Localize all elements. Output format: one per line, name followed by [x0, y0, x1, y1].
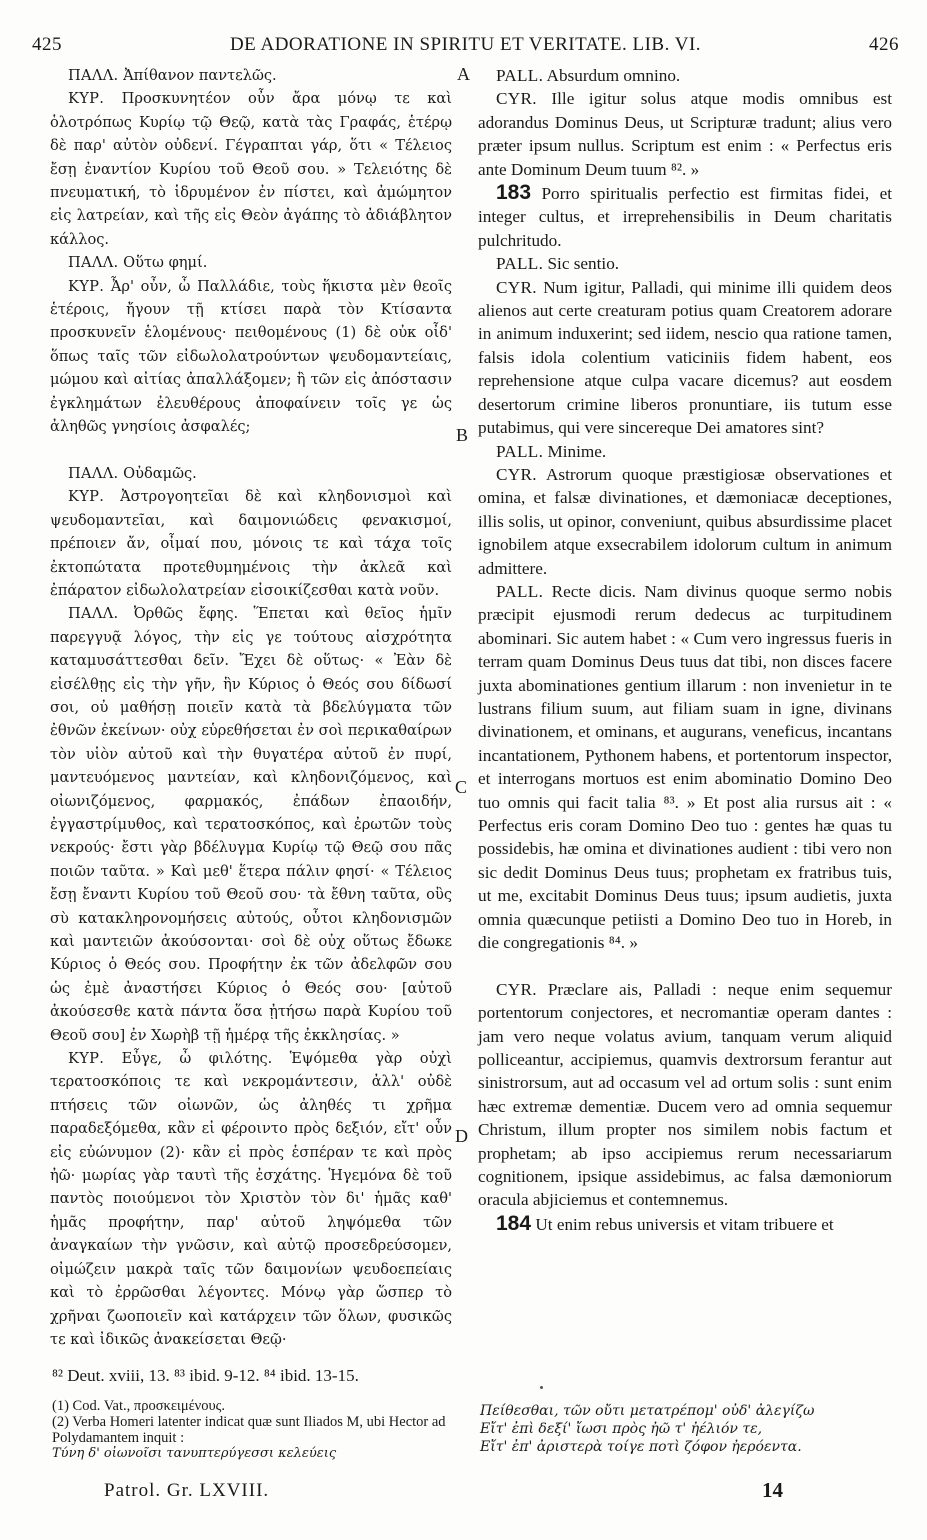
running-title: DE ADORATIONE IN SPIRITU ET VERITATE. LIB. VI.	[229, 34, 702, 55]
running-header	[32, 34, 899, 62]
paragraph	[50, 251, 452, 274]
paragraph-text: Minime.	[543, 441, 607, 461]
paragraph	[50, 275, 452, 439]
paragraph-text: Astrorum quoque præstigiosæ observationes et omina, et falsæ divinationes, et dæmoniacæ deceptiones, illis solis, ut opinor, conveniunt, quibus absurdissime placet ignobilem atque exsecrabilem idolorum cultum in animum admittere.	[478, 464, 892, 578]
paragraph-gap	[478, 954, 892, 977]
speaker-label: CYR.	[496, 277, 537, 297]
paragraph	[50, 64, 452, 87]
paragraph	[478, 580, 892, 955]
speaker-label: ΠΑΛΛ.	[68, 464, 119, 482]
paragraph-gap	[50, 439, 452, 462]
signature-mark: Patrol. Gr. LXVIII.	[104, 1480, 270, 1501]
paragraph-text: Absurdum omnino.	[543, 66, 681, 85]
speaker-label: CYR.	[496, 464, 537, 484]
paragraph-text: Ille igitur solus atque modis omnibus est adorandus Dominus Deus, ut Scripturæ tradunt; alius vero præter ipsum nullus. Scriptum est enim : « Perfectus eris ante Dominum Deum tuum ⁸². »	[478, 89, 892, 179]
verse-line: Εἴτ' ἐπ' ἀριστερὰ τοίγε ποτὶ ζόφον ἠερόεντα.	[480, 1439, 802, 1455]
speaker-label: ΠΑΛΛ.	[68, 605, 119, 623]
footnotes	[52, 1398, 462, 1462]
latin-column	[478, 64, 892, 1236]
column-number: 183	[496, 181, 532, 205]
speaker-label: ΚΥΡ.	[68, 1050, 105, 1068]
paragraph-text: Προσκυνητέον οὖν ἄρα μόνῳ τε καὶ ὁλοτρόπως Κυρίῳ τῷ Θεῷ, κατὰ τὰς Γραφάς, ἑτέρῳ δὲ παρ' αὐτὸν οὐδενί. Γέγραπται γάρ, ὅτι « Τέλειος ἔσῃ ἐναντίον Κυρίου τοῦ Θεοῦ σου. » Τελειότης δὲ πνευματική, τὸ ἱδρυμένον ἐν πίστει, καὶ ἀμώμητον εἰς λατρείαν, καὶ τῆς εἰς Θεὸν ἀγάπης τὸ ἀδιάβλητον κάλλος.	[50, 90, 452, 248]
verse-line: Πείθεσθαι, τῶν οὔτι μετατρέπομ' οὐδ' ἀλεγίζω	[480, 1403, 815, 1419]
page-number-left: 425	[32, 34, 62, 55]
speaker-label: PALL.	[496, 441, 544, 461]
speaker-label: ΚΥΡ.	[68, 488, 105, 506]
paragraph	[478, 1212, 892, 1236]
paragraph	[478, 463, 892, 580]
speaker-label: ΠΑΛΛ.	[68, 67, 119, 84]
paragraph	[478, 64, 892, 87]
paragraph	[50, 602, 452, 1047]
paragraph-text: Οὐδαμῶς.	[118, 464, 197, 482]
scripture-references: ⁸² Deut. xviii, 13. ⁸³ ibid. 9-12. ⁸⁴ ibid. 13-15.	[52, 1366, 359, 1385]
speaker-label: PALL.	[496, 254, 544, 274]
margin-marker-d: D	[455, 1126, 468, 1146]
paragraph	[478, 252, 892, 275]
homer-verse	[480, 1402, 900, 1456]
greek-column	[50, 64, 452, 1351]
speaker-label: CYR.	[496, 89, 537, 109]
paragraph	[50, 485, 452, 602]
paragraph-text: Οὕτω φημί.	[118, 254, 208, 272]
paragraph	[478, 87, 892, 181]
footnote: (1) Cod. Vat., προσκειμένους.	[52, 1398, 226, 1414]
paragraph	[50, 1047, 452, 1351]
paragraph-text: Præclare ais, Palladi : neque enim sequemur portentorum conjectores, et necromantiæ operam dantes : jam vero neque volatus avium, tanquam verum aliquid polliceantur, accipiemus, quamvis dextrorsum ferantur aut sinistrorsum, aut ad occasum vel ad ortum solis : sunt enim hæc extremæ dementiæ. Ducem vero ad omnia sequemur Christum, illum propter nos similem nobis factum et prophetam; ab ipso accipiemus rerum necessariarum cognitionem, ipsique assidebimus, ac falsa dæmoniorum oracula abjiciemus et contemnemus.	[478, 979, 892, 1210]
page-number-right: 426	[869, 34, 899, 55]
paragraph	[478, 276, 892, 440]
footnote-verse: Τύνη δ' οἰωνοῖσι τανυπτερύγεσσι κελεύεις	[52, 1446, 337, 1461]
paragraph-text: Porro spiritualis perfectio est firmitas fidei, et integer cultus, et irreprehensibilis in Deum charitatis pulchritudo.	[478, 184, 892, 250]
paragraph-text: Ut enim rebus universis et vitam tribuere et	[531, 1214, 834, 1234]
speaker-label: PALL.	[496, 581, 544, 601]
speaker-label: ΚΥΡ.	[68, 277, 105, 295]
column-number: 184	[496, 1211, 532, 1235]
stray-mark	[540, 1386, 543, 1389]
paragraph-text: Recte dicis. Nam divinus quoque sermo nobis præcipit ejusmodi rerum dedecus ac turpitudinem abominari. Sic autem habet : « Cum vero ingressus fueris in terram quam Dominus Deus tuus dat tibi, non disces facere juxta abominationes gentium illarum : non invenietur in te lustrans filium suum, aut filiam suam in igne, divinans divinationem, et ominans, et augurans, veneficus, incantans incantationem, Pythonem habens, et portentorum inspector, et interrogans mortuos est enim abominatio Domino Deo tuo omnis qui facit talia ⁸³. » Et post alia rursus ait : « Perfectus eris coram Domino Deo tuo : gentes hæ quas tu possidebis, hæ omina et divinationes audient : tibi vero non sic dedit Dominus Deus tuus; prophetam ex fratribus tuis, ut me, excitabit Dominus Deus tuus; ipsum audietis, juxta omnia quæcunque petiisti a Domino Deo tuo in Horeb, in die congregationis ⁸⁴. »	[478, 581, 892, 953]
paragraph	[50, 87, 452, 251]
speaker-label: CYR.	[496, 979, 537, 999]
paragraph-text: Ἀστρογοητεῖαι δὲ καὶ κληδονισμοὶ καὶ ψευδομαντεῖαι, καὶ δαιμονιώδεις φενακισμοί, πρέποιεν ἄν, οἶμαί που, μόνοις τε καὶ τάχα τοῖς ἐκτοπώτατα προτεθυμημένοις τὴν ἀκλεᾶ καὶ ἐπάρατον εἰδωλολατρείαν εἰσοικίζεσθαι κατὰ νοῦν.	[50, 488, 452, 599]
paragraph-text: Ἆρ' οὖν, ὦ Παλλάδιε, τοὺς ἥκιστα μὲν θεοῖς ἑτέροις, ἤγουν τῇ κτίσει παρὰ τὸν Κτίσαντα προσκυνεῖν ἑλομένους· πειθομένους (1) δὲ οὐκ οἶδ' ὅπως ταῖς τῶν εἰδωλολατρούντων ψευδομαντείαις, μώμου καὶ αἰτίας ἀπαλλάξομεν; ἢ τῶν εἰς ἀπόστασιν ἐγκλημάτων ἐλευθέρους ἀποφαίνειν τοῖς γε ὡς ἀληθῶς γνησίοις ἀσφαλές;	[50, 277, 452, 436]
margin-marker-a: A	[457, 64, 470, 84]
margin-marker-c: C	[455, 777, 468, 797]
paragraph-text: Ὀρθῶς ἔφης. Ἕπεται καὶ θεῖος ἡμῖν παρεγγυᾷ λόγος, τὴν εἰς γε τούτους αἰσχρότητα καταμυσάττεσθαι δεῖν. Ἔχει δὲ οὕτως· « Ἐὰν δὲ εἰσέλθῃς εἰς τὴν γῆν, ἣν Κύριος ὁ Θεός σου δίδωσί σοι, οὐ μαθήσῃ ποιεῖν κατὰ τὰ βδελύγματα τῶν ἐθνῶν ἐκείνων· οὐχ εὑρεθήσεται ἐν σοὶ περικαθαίρων τὸν υἱὸν αὐτοῦ καὶ τὴν θυγατέρα αὐτοῦ ἐν πυρί, μαντευόμενος μαντείαν, καὶ κληδονιζόμενος, καὶ οἰωνιζόμενος, φαρμακός, ἐπάδων ἐπαοιδήν, ἐγγαστρίμυθος, καὶ τερατοσκόπος, καὶ ἐρωτῶν τοὺς νεκρούς· ἔστι γὰρ βδέλυγμα Κυρίῳ τῷ Θεῷ σου πᾶς ποιῶν ταῦτα. » Καὶ μεθ' ἕτερα πάλιν φησί· « Τέλειος ἔσῃ ἔναντι Κυρίου τοῦ Θεοῦ σου· τὰ ἔθνη ταῦτα, οὓς σὺ κατακληρονομήσεις αὐτούς, οὗτοι κληδονισμῶν καὶ μαντειῶν ἀκούσονται· σοὶ δὲ οὐχ οὕτως ἔδωκε Κύριος ὁ Θεός σου. Προφήτην ἐκ τῶν ἀδελφῶν σου ὡς ἐμὲ ἀναστήσει Κύριος ὁ Θεός σου· [αὐτοῦ ἀκούσεσθε κατὰ πάντα ὅσα ᾐτήσω παρὰ Κυρίου τοῦ Θεοῦ σου] ἐν Χωρὴβ τῇ ἡμέρᾳ τῆς ἐκκλησίας. »	[50, 605, 452, 1044]
speaker-label: ΠΑΛΛ.	[68, 254, 119, 272]
paragraph-text: Ἀπίθανον παντελῶς.	[118, 67, 277, 84]
paragraph	[478, 181, 892, 252]
paragraph	[478, 440, 892, 463]
paragraph	[50, 462, 452, 485]
speaker-label: PALL.	[496, 66, 544, 85]
speaker-label: ΚΥΡ.	[68, 90, 105, 108]
paragraph-text: Sic sentio.	[543, 254, 620, 274]
verse-line: Εἴτ' ἐπὶ δεξί' ἴωσι πρὸς ἠῶ τ' ἠέλιόν τε,	[480, 1421, 763, 1437]
paragraph-text: Num igitur, Palladi, qui minime illi quidem deos alienos aut certe creaturam potius quam Creatorem adorare in animum induxerint; sed iidem, nescio qua ratione tamen, falsis idola colentium vaticiniis fidem habent, eos reprehensione atque culpa vacare dicemus? aut eosdem desertorum crimine liberos pronuntiare, iis tutum esse putabimus, qui vere sincereque Dei amatores sint?	[478, 277, 892, 438]
sheet-number: 14	[762, 1478, 783, 1502]
paragraph	[478, 978, 892, 1212]
margin-marker-b: B	[456, 425, 469, 445]
paragraph-text: Εὖγε, ὦ φιλότης. Ἑψόμεθα γὰρ οὐχὶ τερατοσκόποις τε καὶ νεκρομάντεσιν, ἀλλ' οὐδὲ πτήσεις τῶν οἰωνῶν, ὡς ἀληθές τι χρῆμα παραδεξόμεθα, κἂν εἰ φέροιντο πρὸς δεξιόν, εἴτ' οὖν εἰς εὐώνυμον (2)· κἂν εἰ πρὸς ἑσπέραν τε καὶ πρὸς ἠῶ· μωρίας γὰρ ταυτὶ τῆς ἐσχάτης. Ἡγεμόνα δὲ τοῦ παντὸς ποιούμενοι τὸν Χριστὸν τὸν δι' ἡμᾶς καθ' ἡμᾶς προφήτην, παρ' αὐτοῦ ληψόμεθα τῶν ἀναγκαίων τὴν γνῶσιν, καὶ αὐτῷ προσεδρεύσομεν, οἰμώζειν μακρὰ ταῖς τῶν δαιμονίων ψευδοεπείαις καὶ τὸ ἐρρῶσθαι λέγοντες. Μόνῳ γὰρ ὥσπερ τὸ χρῆναι ζωοποιεῖν καὶ κατάρχειν τῶν ὅλων, φυσικῶς τε καὶ ἰδικῶς ἀνακείσεται Θεῷ·	[50, 1050, 452, 1348]
footnote: (2) Verba Homeri latenter indicat quæ sunt Iliados M, ubi Hector ad Polydamantem inquit :	[52, 1414, 446, 1446]
